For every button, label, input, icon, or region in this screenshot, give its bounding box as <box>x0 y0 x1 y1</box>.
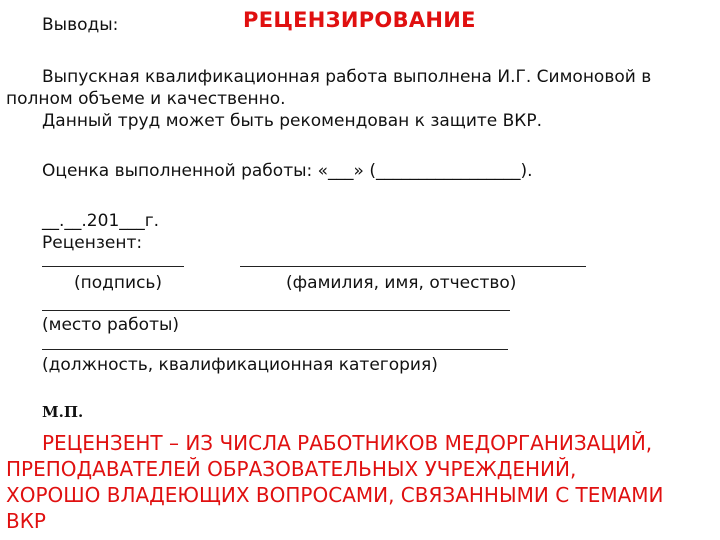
reviewer-note-line-1: РЕЦЕНЗЕНТ – ИЗ ЧИСЛА РАБОТНИКОВ МЕДОРГАНИЗАЦИЙ, <box>42 431 653 455</box>
position-caption: (должность, квалификационная категория) <box>42 355 438 375</box>
date-line: __.__.201___г. <box>42 211 160 231</box>
full-name-caption: (фамилия, имя, отчество) <box>286 273 517 293</box>
grade-line: Оценка выполненной работы: «___» (_________________). <box>42 161 533 181</box>
stamp-placeholder: М.П. <box>42 403 84 421</box>
paragraph-1-line-2: полном объеме и качественно. <box>6 89 286 109</box>
paragraph-1-line-1: Выпускная квалификационная работа выполнена И.Г. Симоновой в <box>42 67 652 87</box>
signature-line <box>42 266 184 267</box>
reviewer-note-line-4: ВКР <box>6 509 46 533</box>
paragraph-2: Данный труд может быть рекомендован к защите ВКР. <box>42 111 543 131</box>
page-title: РЕЦЕНЗИРОВАНИЕ <box>243 8 476 32</box>
reviewer-label: Рецензент: <box>42 233 143 253</box>
position-line <box>42 349 508 350</box>
workplace-caption: (место работы) <box>42 315 180 335</box>
conclusions-label: Выводы: <box>42 15 119 35</box>
workplace-line <box>42 310 510 311</box>
signature-caption: (подпись) <box>74 273 163 293</box>
reviewer-note-line-2: ПРЕПОДАВАТЕЛЕЙ ОБРАЗОВАТЕЛЬНЫХ УЧРЕЖДЕНИЙ, <box>6 457 577 481</box>
reviewer-note-line-3: ХОРОШО ВЛАДЕЮЩИХ ВОПРОСАМИ, СВЯЗАННЫМИ С ТЕМАМИ <box>6 483 664 507</box>
full-name-line <box>240 266 586 267</box>
